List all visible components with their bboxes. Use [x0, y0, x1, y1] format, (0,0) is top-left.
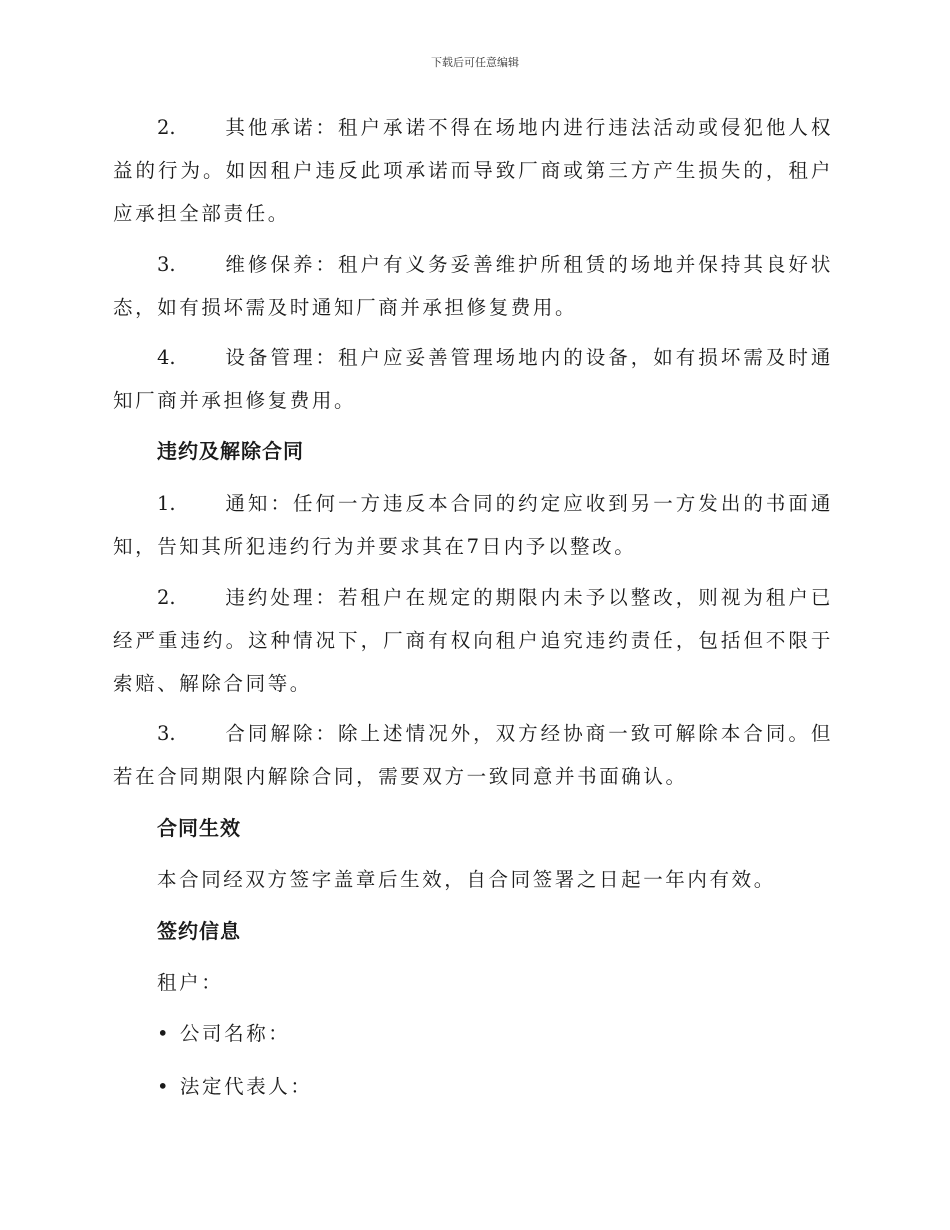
- page-header: 下载后可任意编辑: [431, 56, 519, 69]
- clause-text: 合同解除：除上述情况外，双方经协商一致可解除本合同。但若在合同期限内解除合同，需要双方一致同意并书面确认。: [113, 722, 833, 788]
- clause-number: 3.: [157, 253, 176, 276]
- clause-breach-handling: [113, 576, 833, 705]
- clause-other-promise: [113, 106, 833, 235]
- effect-text: 本合同经双方签字盖章后生效，自合同签署之日起一年内有效。: [157, 868, 776, 891]
- clause-text: 其他承诺：租户承诺不得在场地内进行违法活动或侵犯他人权益的行为。如因租户违反此项承诺而导致厂商或第三方产生损失的，租户应承担全部责任。: [113, 116, 833, 225]
- clause-text: 设备管理：租户应妥善管理场地内的设备，如有损坏需及时通知厂商并承担修复费用。: [113, 346, 833, 412]
- clause-maintenance: [113, 243, 833, 329]
- clause-number: 2.: [157, 586, 176, 609]
- heading-effect: 合同生效: [157, 816, 241, 840]
- company-name-field: • 公司名称：: [157, 1022, 291, 1045]
- clause-text: 违约处理：若租户在规定的期限内未予以整改，则视为租户已经严重违约。这种情况下，厂商有权向租户追究违约责任，包括但不限于索赔、解除合同等。: [113, 586, 833, 695]
- clause-notice: [113, 482, 833, 568]
- clause-number: 3.: [157, 722, 176, 745]
- heading-signing: 签约信息: [157, 919, 241, 943]
- tenant-label: 租户：: [157, 971, 224, 994]
- clause-text: 通知：任何一方违反本合同的约定应收到另一方发出的书面通知，告知其所犯违约行为并要求其在7日内予以整改。: [113, 492, 833, 558]
- clause-equipment: [113, 336, 833, 422]
- clause-text: 维修保养：租户有义务妥善维护所租赁的场地并保持其良好状态，如有损坏需及时通知厂商并承担修复费用。: [113, 253, 833, 319]
- clause-number: 2.: [157, 116, 176, 139]
- legal-rep-field: • 法定代表人：: [157, 1075, 313, 1098]
- heading-breach: 违约及解除合同: [157, 439, 304, 463]
- clause-number: 1.: [157, 492, 176, 515]
- clause-termination: [113, 712, 833, 798]
- clause-number: 4.: [157, 346, 176, 369]
